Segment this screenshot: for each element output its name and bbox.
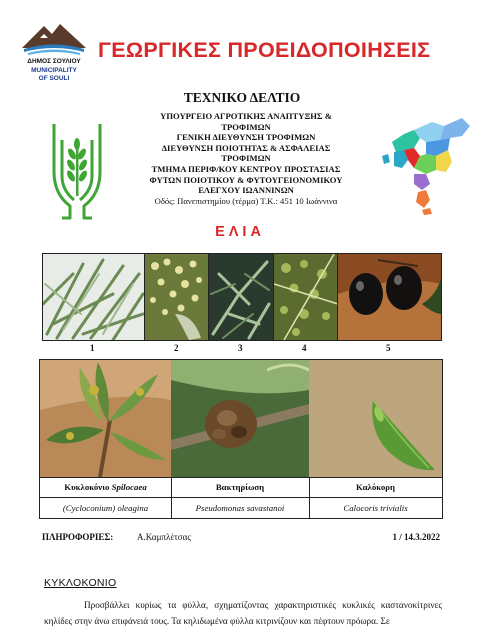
- ministry-address: Οδός: Πανεπιστημίου (τέρμα) Τ.Κ.: 451 10 Ιωάννινα: [154, 195, 338, 206]
- disease-latin-bacteriosis: Pseudomonas savastanoi: [195, 503, 285, 513]
- municipality-name-english-1: MUNICIPALITY: [31, 67, 77, 74]
- ministry-line: ΤΡΟΦΙΜΩΝ: [221, 121, 271, 132]
- olive-photo-branches: [209, 254, 273, 340]
- olive-photo-strip: [42, 253, 442, 341]
- info-label: ΠΛΗΡΟΦΟΡΙΕΣ:: [42, 532, 114, 542]
- disease-photo-calocoris: [309, 360, 442, 478]
- greece-region-map: [374, 112, 472, 216]
- disease-photo-bacteriosis: [171, 360, 309, 478]
- disease-latin-calocoris: Calocoris trivialis: [343, 503, 408, 513]
- ministry-line: ΥΠΟΥΡΓΕΙΟ ΑΓΡΟΤΙΚΗΣ ΑΝΑΠΤΥΞΗΣ &: [160, 111, 332, 121]
- municipality-name-english-2: OF SOULI: [38, 75, 70, 82]
- ministry-line: ΦΥΤΩΝ ΠΟΙΟΤΙΚΟΥ & ΦΥΤΟΥΓΕΙΟΝΟΜΙΚΟΥ: [149, 174, 343, 185]
- issue-number: 1 / 14.3.2022: [392, 532, 440, 542]
- disease-name-bacteriosis: Βακτηρίωση: [171, 478, 309, 498]
- ministry-address-block: [146, 111, 346, 206]
- municipality-name-greek: ΔΗΜΟΣ ΣΟΥΛΙΟΥ: [27, 58, 81, 65]
- ministry-logo: [44, 114, 110, 222]
- disease-cell: [309, 360, 442, 518]
- ministry-line: ΤΡΟΦΙΜΩΝ: [221, 153, 271, 164]
- ministry-line: ΔΙΕΥΘΥΝΣΗ ΠΟΙΟΤΗΤΑΣ & ΑΣΦΑΛΕΙΑΣ: [161, 142, 331, 153]
- photo-number-2: 2: [174, 343, 179, 353]
- mountain-logo-icon: [20, 18, 88, 56]
- disease-name-cycloconium: Κυκλοκόνιο Spilocaea: [40, 478, 171, 498]
- region-map-icon: [374, 112, 472, 216]
- olive-photo-flowers: [145, 254, 209, 340]
- info-person: Α.Καμπλέτσας: [137, 532, 191, 542]
- main-title: ΓΕΩΡΓΙΚΕΣ ΠΡΟΕΙΔΟΠΟΙΗΣΕΙΣ: [98, 38, 431, 62]
- photo-number-5: 5: [386, 343, 391, 353]
- ministry-line: ΓΕΝΙΚΗ ΔΙΕΥΘΥΝΣΗ ΤΡΟΦΙΜΩΝ: [176, 132, 316, 143]
- disease-name-calocoris: Καλόκορη: [309, 478, 442, 498]
- disease-cell: [171, 360, 310, 518]
- bulletin-title: ΤΕΧΝΙΚΟ ΔΕΛΤΙΟ: [183, 90, 301, 105]
- section-body-text: Προσβάλλει κυρίως τα φύλλα, σχηματίζοντας χαρακτηριστικές κυκλικές καστανοκίτρινες κηλίδες στην άνω επιφάνειά τους. Τα κηλιδωμένα φύλλα κιτρινίζουν και πέφτουν πρόωρα. Σε: [44, 600, 442, 626]
- disease-latin-cycloconium: (Cycloconium) oleagina: [62, 503, 149, 513]
- olive-photo-leaves: [43, 254, 145, 340]
- ministry-line: ΤΜΗΜΑ ΠΕΡΙΦ/ΚΟΥ ΚΕΝΤΡΟΥ ΠΡΟΣΤΑΣΙΑΣ: [151, 163, 341, 174]
- disease-table: [39, 359, 443, 519]
- ministry-line: ΕΛΕΓΧΟΥ ΙΩΑΝΝΙΝΩΝ: [198, 185, 294, 196]
- photo-number-4: 4: [302, 343, 307, 353]
- olive-photo-fruitset: [274, 254, 338, 340]
- disease-photo-cycloconium: [40, 360, 171, 478]
- municipality-logo: [14, 18, 94, 94]
- section-heading: ΚΥΚΛΟΚΟΝΙΟ: [44, 577, 117, 589]
- photo-number-3: 3: [238, 343, 243, 353]
- olive-photo-ripe-fruit: [338, 254, 441, 340]
- disease-cell: [40, 360, 172, 518]
- crop-title: ΕΛΙΑ: [215, 224, 265, 240]
- photo-number-1: 1: [90, 343, 95, 353]
- wheat-hands-icon: [44, 114, 110, 222]
